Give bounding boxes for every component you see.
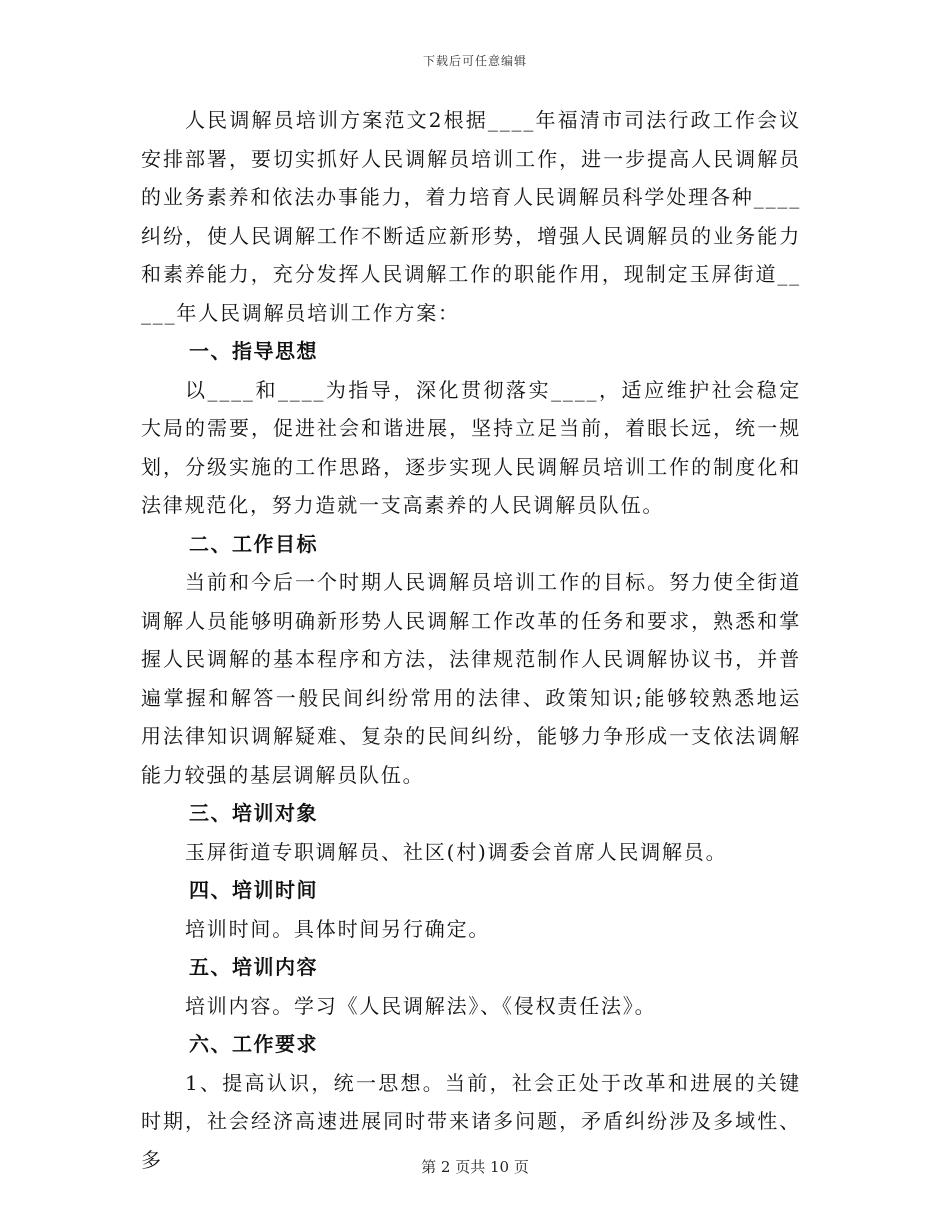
document-body	[141, 101, 801, 1179]
section-body-guiding-ideology: 以____和____为指导，深化贯彻落实____，适应维护社会稳定大局的需要，促进社会和谐进展，坚持立足当前，着眼长远，统一规划，分级实施的工作思路，逐步实现人民调解员培训工作的制度化和法律规范化，努力造就一支高素养的人民调解员队伍。	[141, 377, 801, 517]
section-heading-work-goals: 二、工作目标	[189, 531, 318, 556]
section-body-work-requirements: 1、提高认识，统一思想。当前，社会正处于改革和进展的关键时期，社会经济高速进展同时带来诸多问题，矛盾纠纷涉及多域性、多	[141, 1070, 801, 1172]
section-heading-guiding-ideology: 一、指导思想	[189, 339, 318, 363]
section-heading-training-time: 四、培训时间	[189, 878, 318, 902]
page-header: 下载后可任意编辑	[422, 54, 527, 68]
section-body-work-goals: 当前和今后一个时期人民调解员培训工作的目标。努力使全街道调解人员能够明确新形势人民调解工作改革的任务和要求，熟悉和掌握人民调解的基本程序和方法，法律规范制作人民调解协议书，并普遍掌握和解答一般民间纠纷常用的法律、政策知识;能够较熟悉地运用法律知识调解疑难、复杂的民间纠纷，能够力争形成一支依法调解能力较强的基层调解员队伍。	[141, 570, 801, 787]
section-heading-work-requirements: 六、工作要求	[189, 1032, 318, 1056]
section-body-training-time: 培训时间。具体时间另行确定。	[185, 916, 491, 941]
page-number-footer: 第 2 页共 10 页	[421, 1158, 529, 1176]
section-body-training-targets: 玉屏街道专职调解员、社区(村)调委会首席人民调解员。	[185, 839, 728, 864]
intro-paragraph: 人民调解员培训方案范文2根据____年福清市司法行政工作会议安排部署，要切实抓好人民调解员培训工作，进一步提高人民调解员的业务素养和依法办事能力，着力培育人民调解员科学处理各种____纠纷，使人民调解工作不断适应新形势，增强人民调解员的业务能力和素养能力，充分发挥人民调解工作的职能作用，现制定玉屏街道_____年人民调解员培训工作方案：	[141, 108, 801, 325]
section-body-training-content: 培训内容。学习《人民调解法》、《侵权责任法》。	[185, 993, 657, 1018]
section-heading-training-content: 五、培训内容	[189, 955, 318, 979]
section-heading-training-targets: 三、培训对象	[189, 801, 318, 825]
